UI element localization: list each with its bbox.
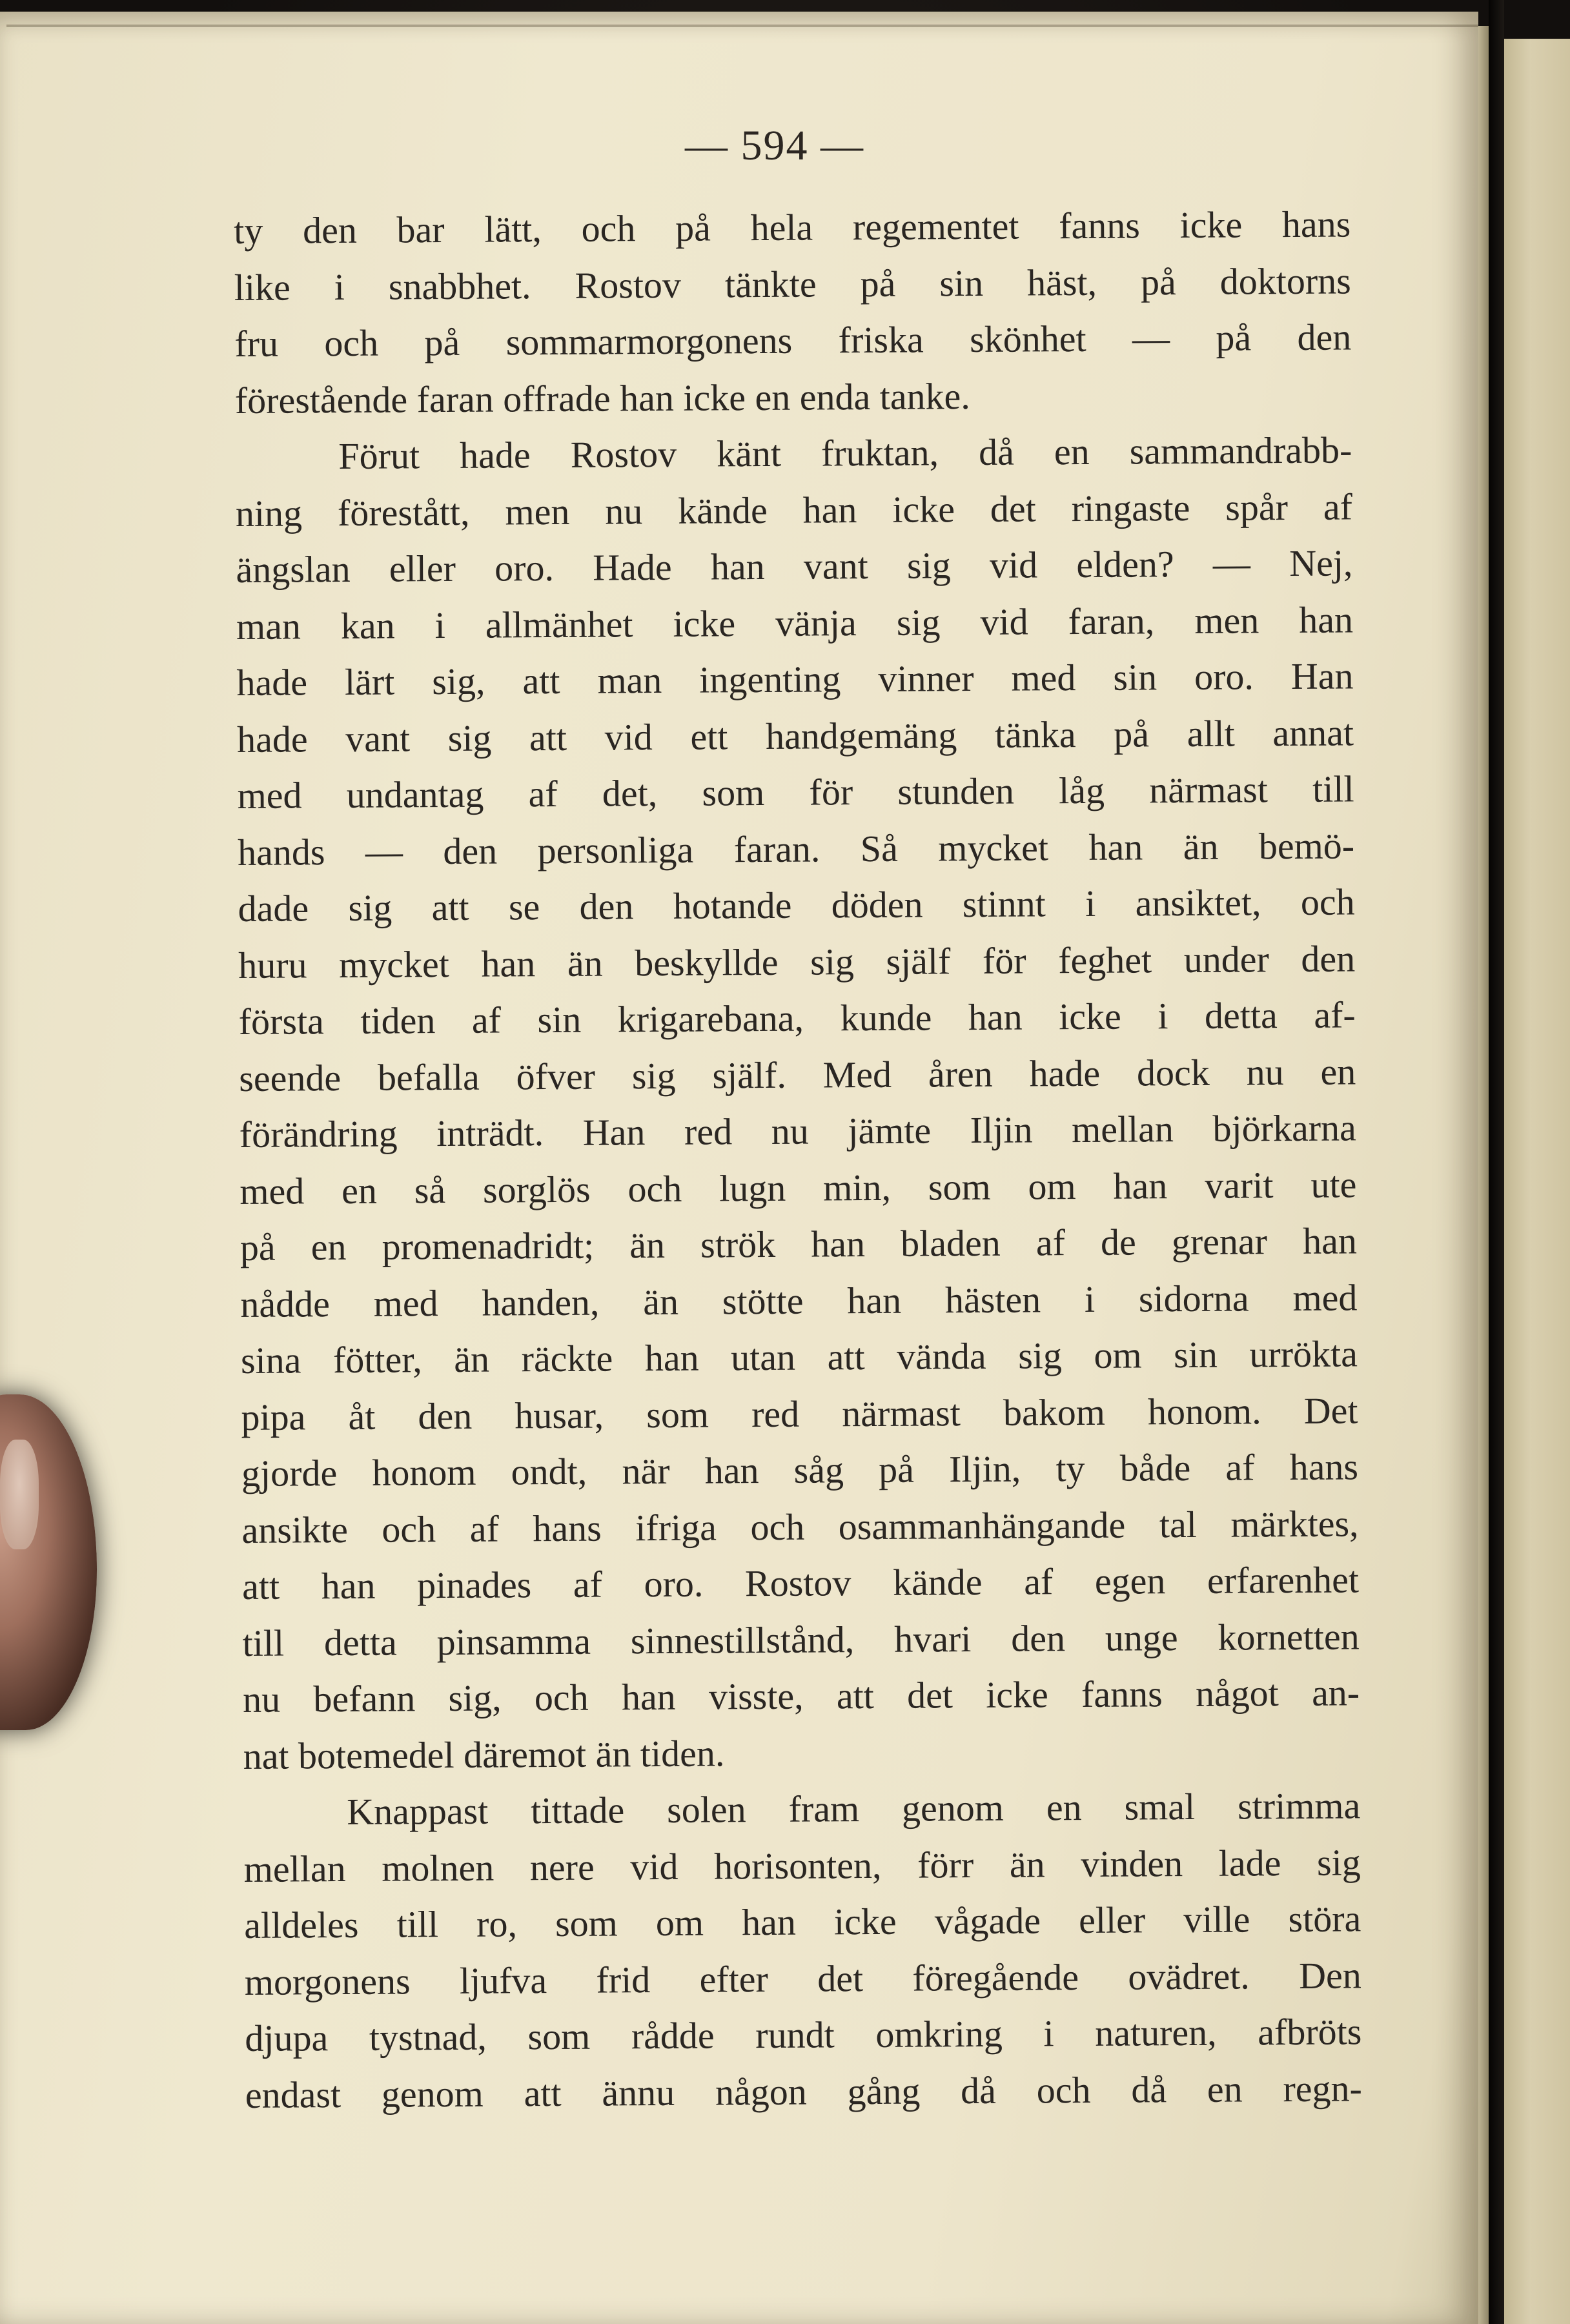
text-line: pipa åt den husar, som red närmast bakom honom. Det (241, 1389, 1358, 1438)
text-line: seende befalla öfver sig själf. Med åren hade dock nu en (239, 1050, 1356, 1099)
book-page (0, 12, 1478, 2324)
text-line: hade lärt sig, att man ingenting vinner med sin oro. Han (236, 655, 1354, 704)
text-line: med en så sorglös och lugn min, som om han varit ute (240, 1163, 1357, 1212)
text-line: nat botemedel däremot än tiden. (243, 1731, 725, 1777)
top-rule (6, 25, 1478, 27)
adjacent-page (1504, 39, 1570, 2324)
text-line: Knappast tittade solen fram genom en smal strimma (347, 1784, 1361, 1833)
text-line: hade vant sig att vid ett handgemäng tänka på allt annat (236, 711, 1354, 760)
text-line: gjorde honom ondt, när han såg på Iljin, ty både af hans (241, 1445, 1359, 1494)
text-line: mellan molnen nere vid horisonten, förr än vinden lade sig (243, 1840, 1361, 1890)
text-line: endast genom att ännu någon gång då och då en regn- (245, 2066, 1363, 2116)
text-line: nådde med handen, än stötte han hästen i sidorna med (240, 1276, 1358, 1325)
thumb-nail (0, 1440, 39, 1549)
text-line: dade sig att se den hotande döden stinnt i ansiktet, och (238, 881, 1355, 930)
text-line: like i snabbhet. Rostov tänkte på sin häst, på doktorns (234, 259, 1351, 309)
text-line: Förut hade Rostov känt fruktan, då en sammandrabb- (338, 429, 1352, 478)
text-line: nu befann sig, och han visste, att det icke fanns något an- (242, 1671, 1360, 1720)
text-line: med undantag af det, som för stunden låg närmast till (237, 768, 1354, 817)
text-line: huru mycket han än beskyllde sig själf för feghet under den (238, 937, 1356, 986)
text-line: ansikte och af hans ifriga och osammanhängande tal märktes, (241, 1502, 1359, 1551)
book-gutter (1489, 0, 1504, 2324)
text-line: fru och på sommarmorgonens friska skönhet — på den (234, 316, 1352, 365)
text-line: sina fötter, än räckte han utan att vända sig om sin urrökta (240, 1332, 1358, 1381)
page-edge (1478, 26, 1489, 2324)
text-line: på en promenadridt; än strök han bladen af de grenar han (240, 1219, 1358, 1269)
text-line: djupa tystnad, som rådde rundt omkring i naturen, afbröts (245, 2010, 1362, 2059)
text-line: alldeles till ro, som om han icke vågade eller ville störa (244, 1897, 1361, 1946)
text-line: ty den bar lätt, och på hela regementet fanns icke hans (234, 203, 1351, 252)
body-text (234, 196, 1362, 2123)
text-line: att han pinades af oro. Rostov kände af egen erfarenhet (241, 1558, 1360, 1607)
text-line: man kan i allmänhet icke vänja sig vid faran, men han (236, 598, 1354, 647)
text-line: till detta pinsamma sinnestillstånd, hvari den unge kornetten (242, 1615, 1360, 1664)
text-line: hands — den personliga faran. Så mycket han än bemö- (237, 824, 1355, 873)
text-line: förestående faran offrade han icke en enda tanke. (234, 374, 971, 422)
text-line: ning förestått, men nu kände han icke det ringaste spår af (235, 485, 1353, 535)
text-line: första tiden af sin krigarebana, kunde han icke i detta af- (238, 994, 1356, 1043)
text-line: förändring inträdt. Han red nu jämte Iljin mellan björkarna (239, 1106, 1356, 1156)
page-number: — 594 — (685, 122, 864, 169)
text-line: ängslan eller oro. Hade han vant sig vid elden? — Nej, (236, 542, 1353, 591)
text-line: morgonens ljufva frid efter det föregående ovädret. Den (244, 1953, 1362, 2003)
